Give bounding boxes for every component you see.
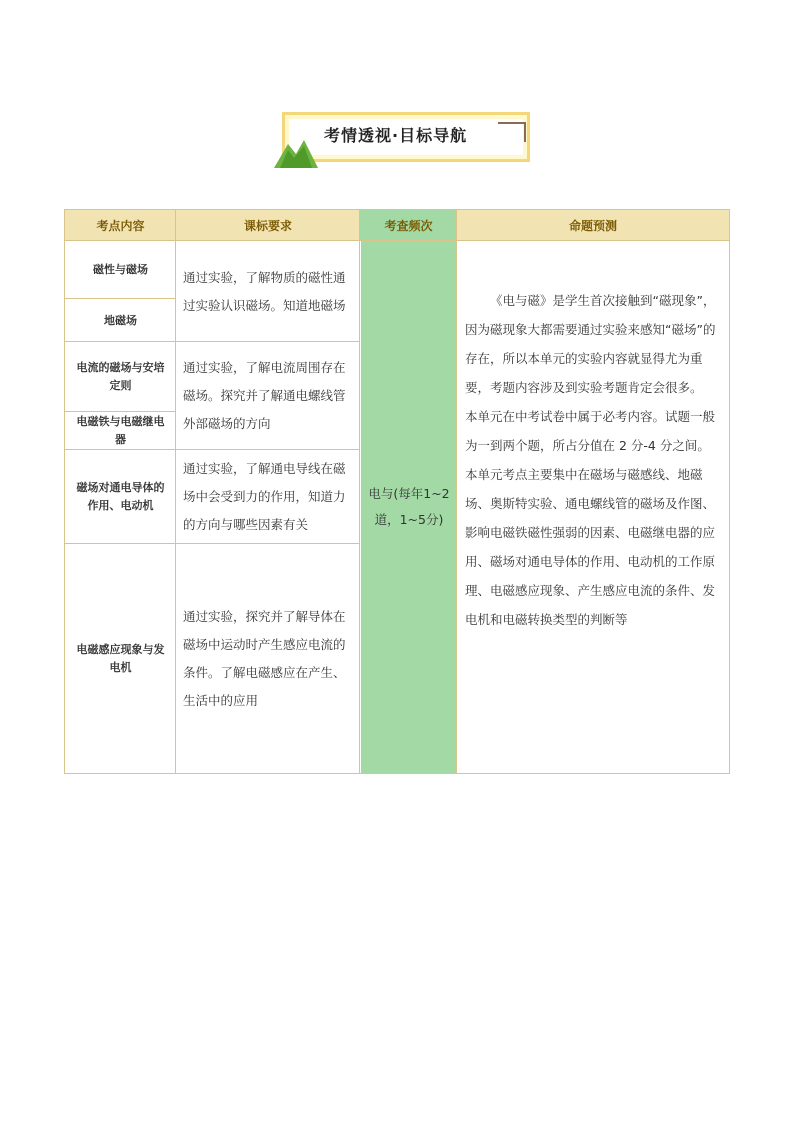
prediction-paragraph: 本单元在中考试卷中属于必考内容。试题一般为一到两个题，所占分值在 2 分-4 分之间。 (465, 409, 716, 453)
header-frequency: 考查频次 (360, 210, 457, 241)
frequency-cell: 电与(每年1~2道，1~5分) (361, 241, 457, 773)
topic-cell: 电流的磁场与安培定则 (76, 361, 165, 392)
requirement-cell: 通过实验，探究并了解导体在磁场中运动时产生感应电流的条件。了解电磁感应在产生、生活中的应用 (183, 608, 346, 708)
topic-cell: 电磁感应现象与发电机 (76, 642, 165, 674)
requirement-cell: 通过实验，了解电流周围存在磁场。探究并了解通电螺线管外部磁场的方向 (183, 360, 346, 431)
section-banner (274, 110, 534, 168)
prediction-cell (457, 286, 729, 726)
topic-cell: 磁场对通电导体的作用、电动机 (76, 481, 165, 512)
banner-title: 考情透视·目标导航 (324, 126, 468, 145)
requirement-cell: 通过实验，了解物质的磁性通过实验认识磁场。知道地磁场 (183, 269, 346, 313)
requirement-cell: 通过实验，了解通电导线在磁场中会受到力的作用，知道力的方向与哪些因素有关 (183, 461, 346, 532)
mountain-icon (274, 132, 318, 168)
header-topic: 考点内容 (65, 210, 176, 241)
header-requirement: 课标要求 (176, 210, 360, 241)
banner-corner-decoration (498, 122, 526, 124)
topic-cell: 电磁铁与电磁继电器 (76, 415, 165, 446)
exam-analysis-table (64, 209, 730, 774)
topic-cell: 地磁场 (104, 313, 137, 327)
topic-cell: 磁性与磁场 (93, 263, 148, 276)
prediction-paragraph: 本单元考点主要集中在磁场与磁感线、地磁场、奥斯特实验、通电螺线管的磁场及作图、影响电磁铁磁性强弱的因素、电磁继电器的应用、磁场对通电导体的作用、电动机的工作原理、电磁感应现象、产生感应电流的条件、发电机和电磁转换类型的判断等 (465, 467, 716, 627)
header-prediction: 命题预测 (457, 210, 729, 241)
prediction-paragraph: 《电与磁》是学生首次接触到“磁现象”，因为磁现象大都需要通过实验来感知“磁场”的存在，所以本单元的实验内容就显得尤为重要，考题内容涉及到实验考题肯定会很多。 (465, 293, 716, 395)
